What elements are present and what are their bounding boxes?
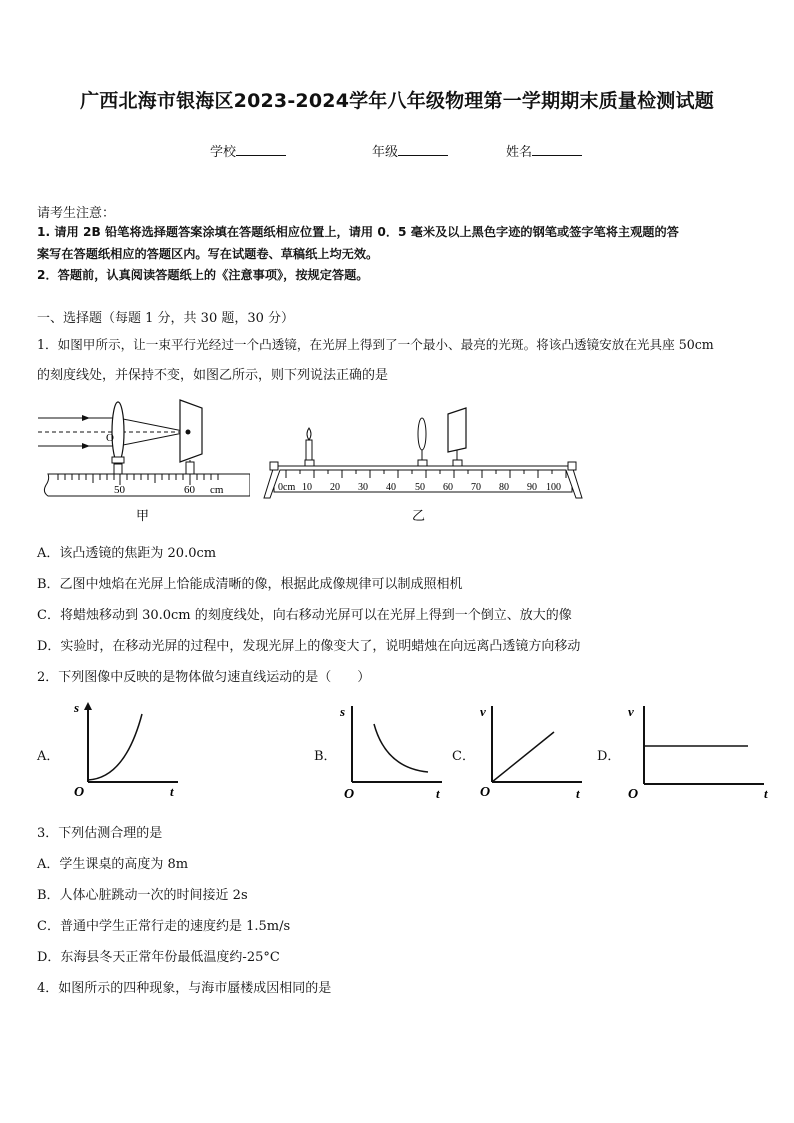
- notice-item-2: 2．答题前，认真阅读答题纸上的《注意事项》，按规定答题。: [37, 268, 369, 282]
- section-heading: 一、选择题（每题 1 分，共 30 题，30 分）: [37, 311, 295, 326]
- q2-option-b-label[interactable]: B．: [314, 749, 337, 764]
- q2-graph-a[interactable]: [70, 700, 185, 800]
- tick-label-60: 60: [184, 484, 195, 496]
- q2-option-a-label[interactable]: A．: [37, 749, 60, 764]
- graph-b-origin: O: [344, 787, 355, 800]
- q2-graph-d[interactable]: [624, 700, 774, 800]
- graph-d-yaxis: v: [628, 704, 634, 719]
- graph-d-xaxis: t: [764, 786, 768, 800]
- q1-option-b[interactable]: B．乙图中烛焰在光屏上恰能成清晰的像，根据此成像规律可以制成照相机: [37, 577, 463, 592]
- graph-c-xaxis: t: [576, 786, 580, 800]
- graph-a-xaxis: t: [170, 784, 174, 799]
- tick-label-60b: 60: [443, 482, 453, 493]
- unit-label: cm: [210, 484, 224, 496]
- tick-label-70: 70: [471, 482, 481, 493]
- q1-option-a[interactable]: A．该凸透镜的焦距为 20.0cm: [37, 546, 217, 561]
- graph-b-xaxis: t: [436, 786, 440, 800]
- q3-option-d[interactable]: D．东海县冬天正常年份最低温度约-25°C: [37, 950, 280, 965]
- tick-label-20: 20: [330, 482, 340, 493]
- school-label: 学校: [210, 145, 237, 160]
- tick-label-10: 10: [302, 482, 312, 493]
- grade-label: 年级: [372, 145, 399, 160]
- q1-stem-line1: 1．如图甲所示，让一束平行光经过一个凸透镜，在光屏上得到了一个最小、最亮的光斑。将该凸透镜安放在光具座 50cm: [37, 337, 714, 352]
- caption-jia: 甲: [136, 508, 150, 523]
- q4-stem: 4．如图所示的四种现象，与海市蜃楼成因相同的是: [37, 981, 332, 996]
- q2-option-c-label[interactable]: C．: [452, 749, 475, 764]
- tick-label-40: 40: [386, 482, 396, 493]
- q1-stem-line2: 的刻度线处，并保持不变，如图乙所示，则下列说法正确的是: [37, 368, 389, 383]
- q2-stem: 2．下列图像中反映的是物体做匀速直线运动的是（ ）: [37, 670, 371, 685]
- name-blank[interactable]: [532, 143, 582, 156]
- lens-label: O: [106, 432, 114, 444]
- q1-option-c[interactable]: C．将蜡烛移动到 30.0cm 的刻度线处，向右移动光屏可以在光屏上得到一个倒立、放大的像: [37, 608, 572, 623]
- page-title: 广西北海市银海区2023-2024学年八年级物理第一学期期末质量检测试题: [80, 90, 714, 112]
- q1-option-d[interactable]: D．实验时，在移动光屏的过程中，发现光屏上的像变大了，说明蜡烛在向远离凸透镜方向移动: [37, 639, 581, 654]
- tick-label-50: 50: [114, 484, 125, 496]
- graph-d-origin: O: [628, 787, 639, 800]
- graph-a-yaxis: s: [74, 700, 80, 715]
- tick-label-90: 90: [527, 482, 537, 493]
- q2-graph-b[interactable]: [338, 700, 448, 800]
- name-label: 姓名: [506, 145, 533, 160]
- graph-c-yaxis: v: [480, 704, 486, 719]
- notice-item-1-cont: 案写在答题纸相应的答题区内。写在试题卷、草稿纸上均无效。: [37, 247, 379, 261]
- tick-label-50b: 50: [415, 482, 425, 493]
- tick-label-30: 30: [358, 482, 368, 493]
- q3-option-a[interactable]: A．学生课桌的高度为 8m: [37, 857, 189, 872]
- tick-label-0: 0cm: [278, 482, 296, 493]
- notice-item-1: 1. 请用 2B 铅笔将选择题答案涂填在答题纸相应位置上，请用 0．5 毫米及以上黑色字迹的钢笔或签字笔将主观题的答: [37, 225, 679, 239]
- school-blank[interactable]: [236, 143, 286, 156]
- q3-stem: 3．下列估测合理的是: [37, 826, 163, 841]
- grade-blank[interactable]: [398, 143, 448, 156]
- q3-option-c[interactable]: C．普通中学生正常行走的速度约是 1.5m/s: [37, 919, 291, 934]
- caption-yi: 乙: [412, 508, 426, 523]
- school-field[interactable]: [210, 141, 286, 160]
- graph-b-yaxis: s: [340, 704, 346, 719]
- q2-graph-c[interactable]: [478, 700, 590, 800]
- figure-yi: [256, 404, 590, 524]
- notice-heading: 请考生注意：: [37, 206, 116, 221]
- q3-option-b[interactable]: B．人体心脏跳动一次的时间接近 2s: [37, 888, 248, 903]
- q2-option-d-label[interactable]: D．: [597, 749, 621, 764]
- tick-label-80: 80: [499, 482, 509, 493]
- grade-field[interactable]: [372, 141, 448, 160]
- graph-c-origin: O: [480, 785, 491, 800]
- tick-label-100: 100: [546, 482, 561, 493]
- figure-jia: [38, 394, 250, 524]
- graph-a-origin: O: [74, 785, 85, 800]
- name-field[interactable]: [506, 141, 582, 160]
